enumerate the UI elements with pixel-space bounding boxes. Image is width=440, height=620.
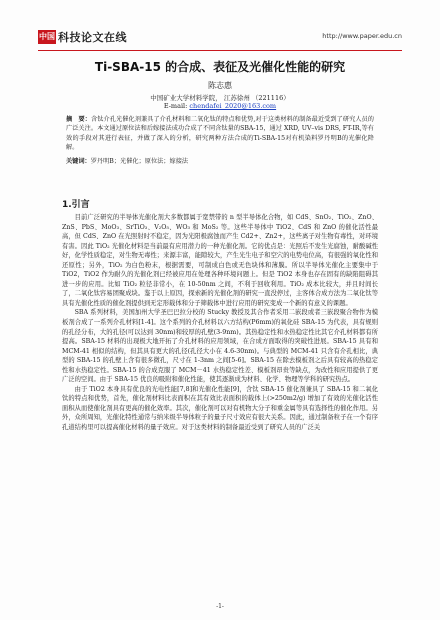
paragraph-2: SBA 系列材料，美国加州大学圣巴巴拉分校的 Stucky 教授及其合作者采用二嵌段或者三嵌段聚合物作为模板剂合成了一系列介孔材料[1-4]。这个系列的介孔材料以六方结构(P6mm)的氧化硅 SBA-15 为代表，具有规则的孔径分布，大的孔径(可以达到 30nm)和较厚的孔壁(3-9nm)。其热稳定性和水热稳定性比其它介孔材料都有所提高。SBA-15 材料的出现极大地开拓了介孔材料的应用领域，在合成方面取得的突破性进展。SBA-15 具有和 MCM-41 相似的结构，但其具有更大的孔径(孔径大小在 4.6-30nm)。与典型的 MCM-41 只含有介孔相比，典型的 SBA-15 的孔壁上含有很多微孔，尺寸在 1-3nm 之间[5-6]。SBA-15 在除去模板剂之后具有较高的热稳定性和水热稳定性。SBA-15 的合成克服了 MCM－41 水热稳定性差、模板剂昂贵等缺点，为改性和应用提供了更广泛的空间。由于 SBA-15 优良的吸附和催化性能，使其逐渐成为材料、化学、物理等学科的研究热点。 (62, 309, 378, 384)
author-email-line (0, 102, 440, 110)
site-url[interactable]: http://www.paper.edu.cn (322, 32, 402, 40)
paragraph-3: 由于 TiO2 本身具有优良的光电性能[7,8]和光催化性能[9]，含钛 SBA-15 催化剂兼具了 SBA-15 和二氧化钛的特点和优势，首先，催化剂材料比表面积在其有效比表面积的载体上(>250m2/g) 增加了有效的光催化活性面积从而使催化剂具有更高的催化效率。其次，催化剂可以对有机物大分子和重金属等具有选择性的催化作用。另外，众所周知，光催化特性通常与纳米级半导体粒子的量子尺寸效应有很大关系。因此，通过制备粒子在一个有序孔道结构里可以提高催化材料的量子效应。对于这类材料的制备最近受到了研究人员的广泛关 (62, 385, 378, 432)
paper-author: 陈志惠 (208, 81, 232, 90)
abstract-text: 含钛介孔光催化剂兼具了介孔材料和二氧化钛的特点和优势,对于这类材料的制备最近受到了研究人员的广泛关注。本文通过原位法和后嫁接法成功合成了不同含钛量的SBA-15，通过 XRD, UV–vis DRS, FT-IR,等有效的手段对其进行表征，并做了深入的分析，研究两种方法合成的Ti-SBA-15对有机染料罗丹明B的光催化降解。 (66, 116, 374, 152)
email-label: E-mail: (163, 102, 190, 110)
keywords (66, 157, 374, 166)
section-heading-introduction: 1.引言 (62, 200, 90, 210)
keywords-label: 关键词： (66, 158, 91, 165)
paper-title: Ti-SBA-15 的合成、表征及光催化性能的研究 (94, 60, 346, 74)
header-divider (38, 50, 402, 51)
abstract (66, 115, 374, 153)
author-email-link[interactable]: chendafei_2020@163.com (189, 102, 277, 110)
journal-logo (38, 29, 127, 45)
introduction-body (62, 213, 378, 433)
paragraph-1: 目前广泛研究的半导体光催化剂大多数都属于宽禁带的 n 型半导体化合物，如 CdS、SnO₂、TiO₂、ZnO、ZnS、PbS、MoO₃、SrTiO₃、V₂O₅、WO₃ 和 MoS₂ 等。这些半导体中 TiO2、CdS 和 ZnO 的催化活性最高，但 CdS、ZnO 在光照射时不稳定，因为光阳极腐蚀而产生 Cd2+、Zn2+，这些离子对生物有毒性，对环境有害。因此 TiO₂ 光催化材料是当前最有应用潜力的一种光催化剂。它的优点是：光照后不发生光腐蚀，耐酸碱性好，化学性质稳定，对生物无毒性；来源丰富，能隙较大，产生光生电子和空穴的电势电位高，有很强的氧化性和还原性；另外，TiO₂ 为白色粉末，根据需要，可制成白色或无色块体和薄膜。所以半导体光催化主要集中于 TiO2，TiO2 作为耐久的光催化剂已经被应用在处理各种环境问题上。但是 TiO2 本身也存在固有的缺陷阻碍其进一步的应用。比如 TiO₂ 粒径非常小，在 10-50nm 之间，不利于回收利用。TiO₂ 成本比较大，并且时间长了，二氧化钛容易团聚成块。鉴于以上原因，探索新的光催化剂的研究一直没停过，主客体合成方法为二氧化钛等具有光催化性质的催化剂提供到无定形载体和分子筛载体中进行应用的研究变成一个新的有意义的课题。 (62, 214, 378, 307)
journal-header (38, 26, 402, 48)
page-number: -1- (216, 603, 224, 610)
logo-text: 科技论文在线 (58, 31, 127, 44)
keywords-text: 罗丹明B；光催化；原位法；嫁接法 (90, 158, 189, 165)
author-affiliation: 中国矿业大学材料学院， 江苏徐州 （221116） (150, 94, 290, 102)
logo-mark: 中国 (38, 30, 56, 44)
abstract-label: 摘 要： (66, 116, 91, 123)
